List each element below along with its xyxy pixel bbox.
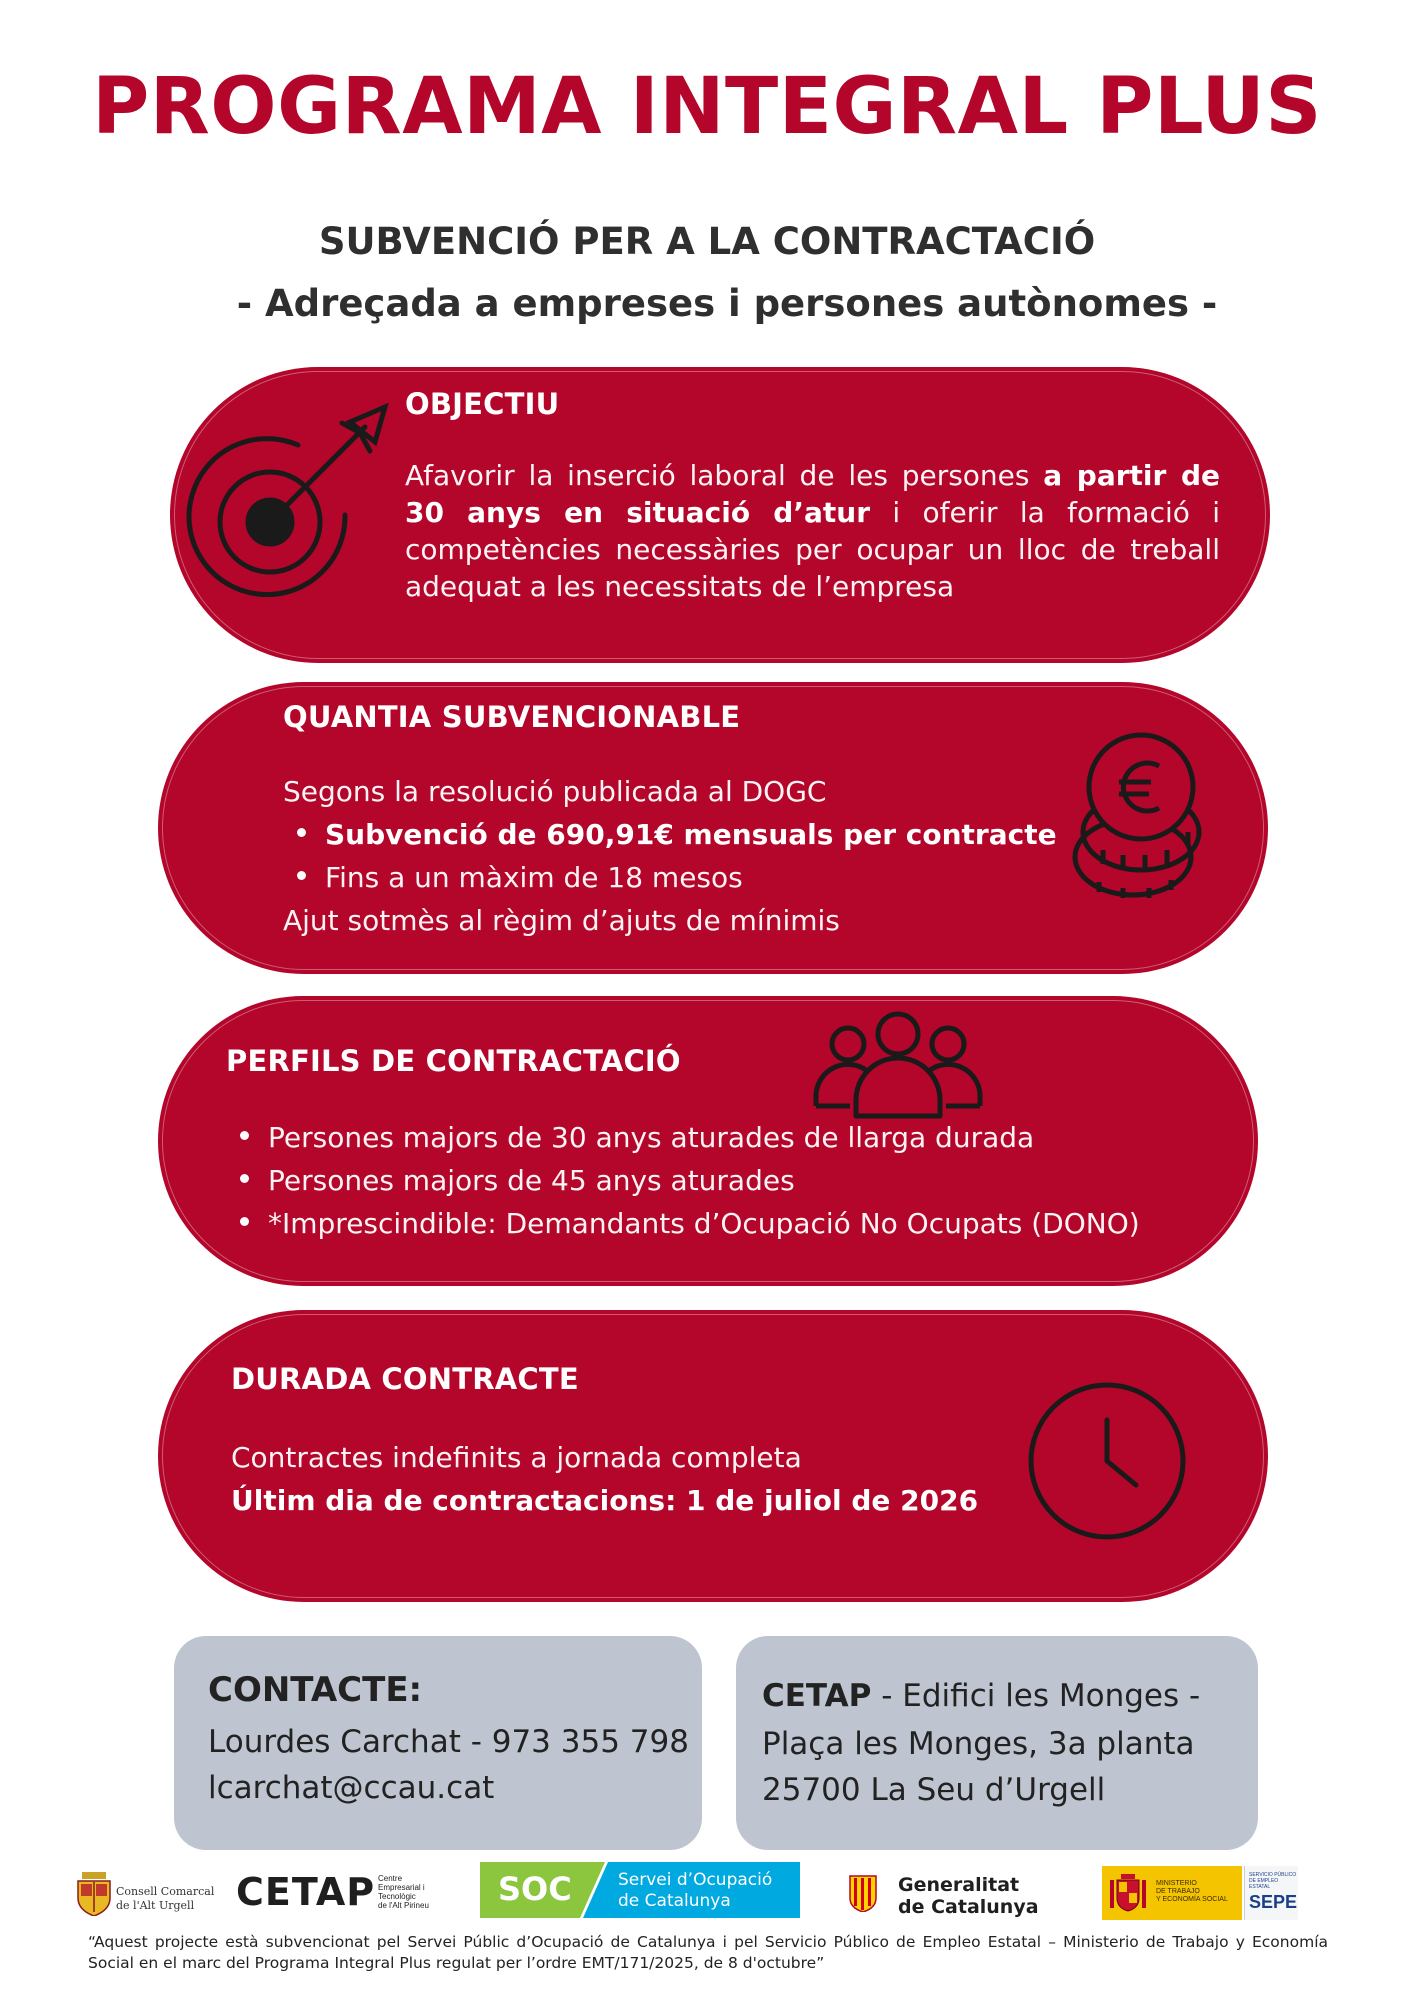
objectiu-text-end: i oferir la formació i competències necessàries per ocupar un lloc de treball adequat a les necessitats de l’empresa [405, 496, 1220, 603]
clock-icon [1024, 1378, 1190, 1544]
soc-name-1: Servei d’Ocupació [618, 1870, 773, 1890]
target-icon [170, 397, 400, 637]
address-line2: Plaça les Monges, 3a planta [762, 1726, 1195, 1762]
ministerio-logo [1102, 1866, 1242, 1920]
quantia-section [158, 682, 1268, 974]
sepe-small-1: SERVICIO PÚBLICO [1249, 1872, 1297, 1878]
durada-contract-type: Contractes indefinits a jornada completa [231, 1441, 802, 1474]
objectiu-text [405, 457, 1220, 605]
consell-comarcal-name-1: Consell Comarcal [116, 1885, 215, 1898]
address-building: - Edifici les Monges - [871, 1678, 1201, 1714]
durada-heading: DURADA CONTRACTE [231, 1362, 579, 1396]
people-group-icon [808, 1008, 988, 1120]
perfils-list [226, 1116, 1226, 1245]
address-line1 [762, 1678, 1238, 1714]
generalitat-name-2: de Catalunya [898, 1896, 1039, 1918]
perfils-heading: PERFILS DE CONTRACTACIÓ [226, 1044, 681, 1078]
sepe-small-2: DE EMPLEO ESTATAL [1249, 1878, 1279, 1890]
perfils-item: Persones majors de 30 anys aturades de llarga durada [226, 1116, 1226, 1159]
quantia-text [283, 770, 1083, 942]
sepe-logo [1244, 1866, 1298, 1920]
perfils-item: *Imprescindible: Demandants d’Ocupació No Ocupats (DONO) [226, 1202, 1226, 1245]
soc-logo [480, 1862, 800, 1918]
sepe-text: SEPE [1249, 1892, 1298, 1912]
quantia-bullet-amount-text: Subvenció de 690,91€ mensuals per contracte [325, 818, 1057, 851]
funding-footnote: “Aquest projecte està subvencionat pel Servei Públic d’Ocupació de Catalunya i pel Servicio Público de Empleo Estatal – Ministerio de Trabajo y Economía Social en el marc del Programa Integral Plus regulat per l’ordre EMT/171/2025, de 8 d'octubre” [88, 1933, 1328, 1972]
address-org-name: CETAP [762, 1678, 872, 1714]
quantia-bullet-duration: Fins a un màxim de 18 mesos [283, 856, 1083, 899]
durada-deadline [231, 1479, 1031, 1522]
address-line3: 25700 La Seu d’Urgell [762, 1772, 1106, 1808]
ministerio-name-2: DE TRABAJO [1156, 1888, 1200, 1895]
address-box [736, 1636, 1258, 1850]
page-subtitle: SUBVENCIÓ PER A LA CONTRACTACIÓ [318, 220, 1096, 263]
quantia-heading: QUANTIA SUBVENCIONABLE [283, 700, 741, 734]
contact-heading: CONTACTE: [208, 1670, 423, 1710]
quantia-outro: Ajut sotmès al règim d’ajuts de mínimis [283, 904, 840, 937]
ministerio-name [1156, 1880, 1228, 1904]
cetap-tagline-1: Centre [378, 1874, 403, 1883]
objectiu-text-bold: a partir de 30 anys en situació d’atur [405, 459, 1220, 529]
sponsor-logos [0, 1862, 1414, 1922]
durada-deadline-text: Últim dia de contractacions: 1 de juliol de 2026 [231, 1484, 979, 1517]
ministerio-name-1: MINISTERIO [1156, 1880, 1197, 1887]
objectiu-section [170, 367, 1270, 663]
page-audience: - Adreçada a empreses i persones autònomes - [236, 282, 1218, 325]
euro-coins-icon [1063, 732, 1223, 907]
consell-comarcal-shield-icon [76, 1872, 112, 1916]
objectiu-text-start: Afavorir la inserció laboral de les persones [405, 459, 1044, 492]
quantia-bullet-amount [283, 813, 1083, 856]
consell-comarcal-name-2: de l'Alt Urgell [116, 1899, 195, 1912]
quantia-intro: Segons la resolució publicada al DOGC [283, 775, 827, 808]
soc-logo-letters: SOC [498, 1870, 572, 1908]
objectiu-heading: OBJECTIU [405, 387, 560, 421]
cetap-tagline-3: Tecnològic [378, 1892, 416, 1901]
ministerio-name-3: Y ECONOMÍA SOCIAL [1156, 1896, 1228, 1903]
cetap-tagline [378, 1874, 429, 1910]
durada-text [231, 1436, 1031, 1522]
cetap-tagline-2: Empresarial i [378, 1883, 425, 1892]
generalitat-name-1: Generalitat [898, 1874, 1020, 1896]
durada-section [158, 1310, 1268, 1602]
page-title: PROGRAMA INTEGRAL PLUS [92, 62, 1322, 152]
contact-name-phone: Lourdes Carchat - 973 355 798 [208, 1724, 689, 1760]
contact-box [174, 1636, 702, 1850]
contact-email[interactable]: lcarchat@ccau.cat [208, 1770, 495, 1806]
cetap-logo: CETAP [236, 1870, 376, 1914]
perfils-item: Persones majors de 45 anys aturades [226, 1159, 1226, 1202]
perfils-section [158, 996, 1258, 1286]
generalitat-emblem-icon [848, 1874, 878, 1912]
soc-name-2: de Catalunya [618, 1891, 731, 1911]
spain-coat-of-arms-icon [1108, 1874, 1148, 1912]
cetap-tagline-4: de l'Alt Pirineu [378, 1901, 429, 1910]
